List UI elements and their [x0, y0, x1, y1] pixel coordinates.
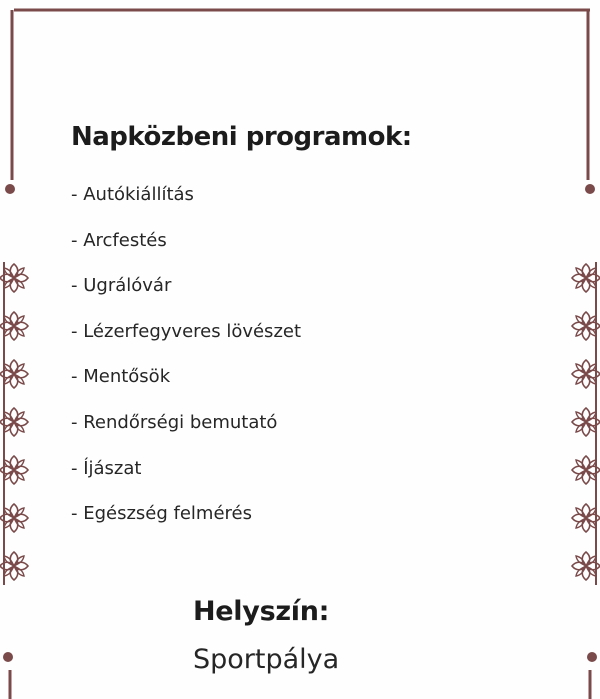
frame-dot-icon [587, 652, 597, 662]
location-label: Helyszín: [193, 596, 330, 627]
list-item: - Íjászat [71, 457, 142, 479]
list-item: - Ugrálóvár [71, 275, 172, 297]
location-value: Sportpálya [193, 644, 340, 675]
program-list [71, 184, 301, 549]
list-item: - Arcfestés [71, 229, 167, 251]
left-ornament-column [0, 262, 28, 585]
frame-dot-icon [585, 184, 595, 194]
list-item: - Rendőrségi bemutató [71, 411, 278, 433]
list-item: - Egészség felmérés [71, 503, 252, 525]
list-item: - Mentősök [71, 366, 171, 388]
section-title: Napközbeni programok: [71, 122, 412, 152]
frame-dot-icon [5, 184, 15, 194]
list-item: - Lézerfegyveres lövészet [71, 320, 302, 342]
list-item: - Autókiállítás [71, 184, 194, 205]
frame-dot-icon [3, 652, 13, 662]
right-ornament-column [572, 262, 600, 585]
